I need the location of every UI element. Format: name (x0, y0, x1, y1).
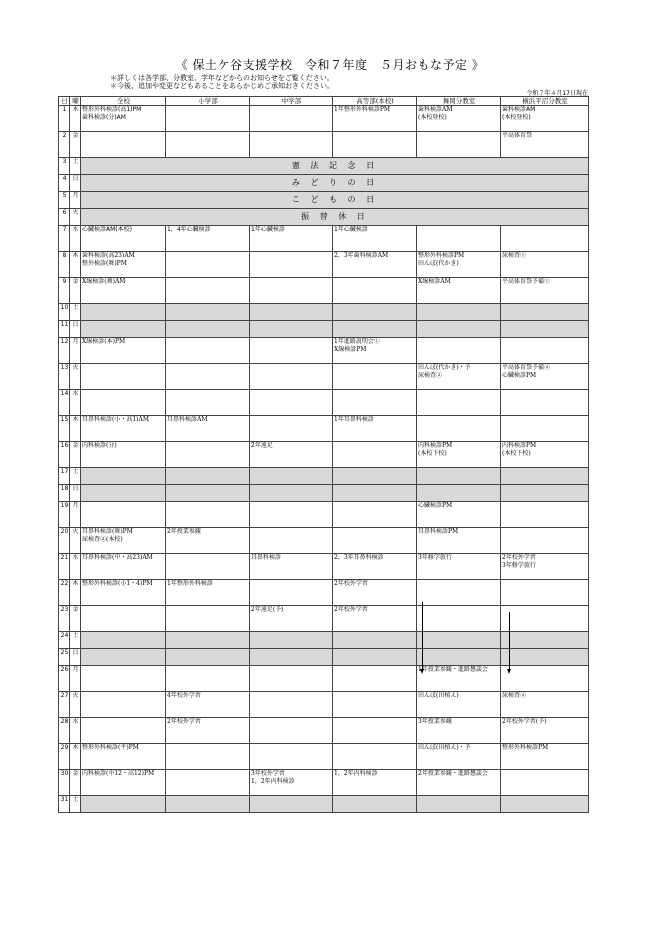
event-cell-maioka (417, 580, 501, 606)
event-cell-elementary: 2年授業参観 (166, 528, 250, 554)
event-cell-all-school: X線検診(本)PM (81, 338, 166, 364)
event-cell-junior-high (250, 304, 333, 321)
schedule-row (59, 209, 589, 226)
event-cell-elementary (166, 770, 250, 796)
day-number: 5 (59, 192, 70, 209)
event-cell-maioka (417, 416, 501, 442)
event-cell-high-school: 2，3年耳鼻科検診 (333, 554, 417, 580)
day-of-week: 土 (70, 632, 81, 649)
day-number: 23 (59, 606, 70, 632)
event-cell-hiranuma (501, 666, 589, 692)
event-cell-elementary (166, 321, 250, 338)
event-cell-junior-high (250, 796, 333, 813)
event-cell-maioka: 3年修学旅行 (417, 554, 501, 580)
event-cell-elementary (166, 502, 250, 528)
event-cell-maioka (417, 606, 501, 632)
event-cell-maioka (417, 485, 501, 502)
schedule-row (59, 528, 589, 554)
event-cell-all-school: 整形外科検診(小1・4)PM (81, 580, 166, 606)
day-number: 4 (59, 175, 70, 192)
event-cell-all-school (81, 304, 166, 321)
schedule-row (59, 416, 589, 442)
event-cell-high-school: 1，2年内科検診 (333, 770, 417, 796)
event-cell-elementary (166, 485, 250, 502)
event-cell-hiranuma (501, 338, 589, 364)
event-cell-junior-high (250, 580, 333, 606)
event-cell-high-school (333, 304, 417, 321)
day-of-week: 木 (70, 106, 81, 132)
event-cell-maioka: X線検診AM (417, 278, 501, 304)
event-cell-maioka (417, 132, 501, 158)
event-cell-all-school (81, 692, 166, 718)
event-cell-elementary (166, 796, 250, 813)
event-cell-all-school: 耳鼻科検診(中・高23)AM (81, 554, 166, 580)
event-cell-high-school (333, 632, 417, 649)
day-number: 24 (59, 632, 70, 649)
day-of-week: 火 (70, 364, 81, 390)
schedule-row (59, 132, 589, 158)
day-number: 16 (59, 442, 70, 468)
event-cell-hiranuma: 尿検査② (501, 692, 589, 718)
day-of-week: 木 (70, 744, 81, 770)
schedule-row (59, 770, 589, 796)
event-cell-hiranuma: 内科検診PM (本校下校) (501, 442, 589, 468)
event-cell-all-school: 内科検診(分) (81, 442, 166, 468)
event-cell-high-school (333, 278, 417, 304)
event-cell-high-school (333, 132, 417, 158)
event-cell-high-school (333, 666, 417, 692)
day-of-week: 木 (70, 580, 81, 606)
schedule-row (59, 442, 589, 468)
day-number: 6 (59, 209, 70, 226)
day-number: 13 (59, 364, 70, 390)
day-of-week: 金 (70, 770, 81, 796)
event-cell-elementary (166, 278, 250, 304)
day-number: 28 (59, 718, 70, 744)
day-number: 2 (59, 132, 70, 158)
day-number: 26 (59, 666, 70, 692)
event-cell-elementary: 4年校外学習 (166, 692, 250, 718)
event-cell-high-school (333, 321, 417, 338)
event-cell-hiranuma: 尿検査① (501, 252, 589, 278)
event-cell-all-school (81, 718, 166, 744)
event-cell-hiranuma (501, 468, 589, 485)
event-cell-high-school (333, 718, 417, 744)
event-cell-all-school: X線検診(舞)AM (81, 278, 166, 304)
event-cell-hiranuma (501, 770, 589, 796)
schedule-row (59, 502, 589, 528)
event-cell-high-school (333, 528, 417, 554)
day-of-week: 金 (70, 442, 81, 468)
day-number: 27 (59, 692, 70, 718)
event-cell-high-school (333, 485, 417, 502)
day-of-week: 火 (70, 209, 81, 226)
event-cell-elementary (166, 554, 250, 580)
schedule-row (59, 692, 589, 718)
day-of-week: 水 (70, 718, 81, 744)
event-cell-maioka: 整形外科検診PM 田んぼ(代かき) (417, 252, 501, 278)
event-cell-high-school (333, 649, 417, 666)
event-cell-junior-high (250, 252, 333, 278)
event-cell-elementary: 1年整形外科検診 (166, 580, 250, 606)
event-cell-hiranuma (501, 528, 589, 554)
event-cell-hiranuma (501, 632, 589, 649)
event-cell-all-school (81, 606, 166, 632)
event-cell-hiranuma (501, 390, 589, 416)
event-cell-elementary (166, 252, 250, 278)
schedule-row (59, 158, 589, 175)
event-cell-high-school: 1年整形外科検診PM (333, 106, 417, 132)
schedule-row (59, 226, 589, 252)
event-cell-hiranuma (501, 580, 589, 606)
event-cell-high-school: 1年進路説明会① X線検診PM (333, 338, 417, 364)
schedule-row (59, 175, 589, 192)
event-cell-junior-high (250, 338, 333, 364)
schedule-row (59, 304, 589, 321)
event-cell-all-school (81, 649, 166, 666)
event-cell-hiranuma (501, 226, 589, 252)
day-number: 18 (59, 485, 70, 502)
event-cell-hiranuma (501, 485, 589, 502)
day-of-week: 月 (70, 502, 81, 528)
event-cell-junior-high (250, 278, 333, 304)
event-cell-high-school (333, 364, 417, 390)
schedule-row (59, 390, 589, 416)
event-cell-hiranuma: 2年校外学習(予) (501, 718, 589, 744)
holiday-label: み ど り の 日 (81, 175, 589, 192)
event-cell-high-school: 2年校外学習 (333, 580, 417, 606)
day-of-week: 月 (70, 192, 81, 209)
event-cell-junior-high (250, 390, 333, 416)
event-cell-junior-high (250, 468, 333, 485)
schedule-row (59, 485, 589, 502)
event-cell-hiranuma: 平高体育祭 (501, 132, 589, 158)
day-of-week: 日 (70, 649, 81, 666)
day-of-week: 木 (70, 252, 81, 278)
event-cell-high-school: 2年校外学習 (333, 606, 417, 632)
schedule-row (59, 252, 589, 278)
day-of-week: 日 (70, 485, 81, 502)
day-of-week: 月 (70, 338, 81, 364)
event-cell-elementary: 2年校外学習 (166, 718, 250, 744)
event-cell-all-school: 整形外科検診(高1)PM 歯科検診(分)AM (81, 106, 166, 132)
day-of-week: 木 (70, 416, 81, 442)
event-cell-hiranuma: 平高体育祭予備① (501, 278, 589, 304)
event-cell-junior-high (250, 692, 333, 718)
event-cell-all-school (81, 632, 166, 649)
event-cell-hiranuma (501, 796, 589, 813)
col-header-junior-high: 中学部 (250, 97, 333, 106)
event-cell-maioka (417, 649, 501, 666)
day-of-week: 月 (70, 666, 81, 692)
event-cell-junior-high (250, 528, 333, 554)
event-cell-hiranuma: 平高体育祭予備② 心臓検診PM (501, 364, 589, 390)
event-cell-all-school (81, 132, 166, 158)
event-cell-elementary (166, 364, 250, 390)
event-cell-all-school: 心臓検診AM(本校) (81, 226, 166, 252)
day-number: 12 (59, 338, 70, 364)
event-cell-all-school (81, 796, 166, 813)
event-cell-hiranuma (501, 304, 589, 321)
event-cell-all-school (81, 502, 166, 528)
event-cell-all-school (81, 468, 166, 485)
day-of-week: 土 (70, 796, 81, 813)
event-cell-elementary (166, 666, 250, 692)
day-number: 11 (59, 321, 70, 338)
schedule-row (59, 338, 589, 364)
day-of-week: 金 (70, 278, 81, 304)
schedule-row (59, 192, 589, 209)
event-cell-hiranuma (501, 321, 589, 338)
day-of-week: 水 (70, 390, 81, 416)
event-cell-junior-high: 1年心臓検診 (250, 226, 333, 252)
event-cell-elementary (166, 649, 250, 666)
col-header-high-school: 高等部(本校) (333, 97, 417, 106)
event-cell-junior-high (250, 632, 333, 649)
event-cell-maioka: 田んぼ(田植え)・予 (417, 744, 501, 770)
col-header-all-school: 全校 (81, 97, 166, 106)
event-cell-maioka: 歯科検診AM (本校登校) (417, 106, 501, 132)
event-cell-junior-high: 2年遠足 (250, 442, 333, 468)
as-of-date: 令和７年４月17日現在 (526, 90, 588, 97)
event-cell-junior-high (250, 106, 333, 132)
day-number: 29 (59, 744, 70, 770)
event-cell-hiranuma (501, 649, 589, 666)
event-cell-high-school: 1年耳鼻科検診 (333, 416, 417, 442)
header-row (59, 97, 589, 106)
event-cell-maioka (417, 304, 501, 321)
event-cell-high-school (333, 468, 417, 485)
event-cell-junior-high (250, 416, 333, 442)
schedule-row (59, 796, 589, 813)
event-cell-elementary (166, 304, 250, 321)
schedule-row (59, 278, 589, 304)
event-cell-maioka (417, 468, 501, 485)
event-cell-hiranuma: 2年校外学習 3年修学旅行 (501, 554, 589, 580)
col-header-hiranuma: 横浜平沼分教室 (501, 97, 589, 106)
event-cell-high-school (333, 442, 417, 468)
day-of-week: 金 (70, 132, 81, 158)
col-header-elementary: 小学部 (166, 97, 250, 106)
holiday-label: こ ど も の 日 (81, 192, 589, 209)
event-cell-elementary: 1，4年心臓検診 (166, 226, 250, 252)
day-number: 3 (59, 158, 70, 175)
day-number: 7 (59, 226, 70, 252)
event-cell-all-school: 内科検診(中12・高12)PM (81, 770, 166, 796)
day-of-week: 土 (70, 468, 81, 485)
day-number: 1 (59, 106, 70, 132)
event-cell-maioka (417, 338, 501, 364)
event-cell-maioka: 2年授業参観・進路懇談会 (417, 770, 501, 796)
event-cell-all-school: 耳鼻科検診(舞)PM 尿検査②(本校) (81, 528, 166, 554)
event-cell-maioka (417, 390, 501, 416)
event-cell-junior-high (250, 502, 333, 528)
day-number: 31 (59, 796, 70, 813)
day-of-week: 日 (70, 321, 81, 338)
event-cell-elementary (166, 468, 250, 485)
schedule-table (58, 96, 589, 813)
schedule-row (59, 744, 589, 770)
schedule-row (59, 554, 589, 580)
day-of-week: 土 (70, 158, 81, 175)
event-cell-all-school (81, 666, 166, 692)
event-cell-maioka: 心臓検診PM (417, 502, 501, 528)
event-cell-junior-high (250, 132, 333, 158)
event-cell-high-school: 1年心臓検診 (333, 226, 417, 252)
event-cell-elementary (166, 106, 250, 132)
day-number: 25 (59, 649, 70, 666)
event-cell-elementary (166, 338, 250, 364)
event-cell-all-school (81, 390, 166, 416)
page-title: 《 保土ケ谷支援学校 令和７年度 ５月おもな予定 》 (175, 58, 485, 72)
event-cell-high-school (333, 796, 417, 813)
note-line-2: ＊今後、追加や変更などもあることをあらかじめご承知おきください。 (110, 82, 334, 90)
day-number: 19 (59, 502, 70, 528)
event-cell-maioka (417, 321, 501, 338)
event-cell-high-school (333, 744, 417, 770)
event-cell-maioka (417, 796, 501, 813)
col-header-day: 日 (59, 97, 70, 106)
event-cell-all-school: 耳鼻科検診(小・高1)AM (81, 416, 166, 442)
event-cell-junior-high (250, 321, 333, 338)
event-cell-all-school (81, 364, 166, 390)
event-cell-junior-high: 2年遠足(予) (250, 606, 333, 632)
day-number: 9 (59, 278, 70, 304)
schedule-row (59, 718, 589, 744)
col-header-dow: 曜 (70, 97, 81, 106)
event-cell-hiranuma: 歯科検診AM (本校登校) (501, 106, 589, 132)
event-cell-elementary: 耳鼻科検診AM (166, 416, 250, 442)
event-cell-hiranuma (501, 606, 589, 632)
event-cell-elementary (166, 390, 250, 416)
event-cell-maioka: 田んぼ(代かき)・予 尿検査② (417, 364, 501, 390)
event-cell-high-school (333, 692, 417, 718)
day-of-week: 火 (70, 692, 81, 718)
event-cell-high-school (333, 390, 417, 416)
event-cell-junior-high: 耳鼻科検診 (250, 554, 333, 580)
event-cell-maioka (417, 226, 501, 252)
schedule-row (59, 580, 589, 606)
event-cell-hiranuma (501, 416, 589, 442)
event-cell-junior-high (250, 364, 333, 390)
event-cell-hiranuma: 整形外科検診PM (501, 744, 589, 770)
day-number: 15 (59, 416, 70, 442)
event-cell-elementary (166, 632, 250, 649)
event-cell-junior-high: 3年校外学習 1，2年内科検診 (250, 770, 333, 796)
event-cell-elementary (166, 606, 250, 632)
event-cell-maioka: 1年授業参観・進路懇談会 (417, 666, 501, 692)
event-cell-maioka: 田んぼ(田植え) (417, 692, 501, 718)
event-cell-junior-high (250, 485, 333, 502)
event-cell-high-school (333, 502, 417, 528)
event-cell-hiranuma (501, 502, 589, 528)
event-cell-elementary (166, 744, 250, 770)
event-cell-maioka: 内科検診PM (本校下校) (417, 442, 501, 468)
schedule-row (59, 364, 589, 390)
day-number: 22 (59, 580, 70, 606)
note-line-1: ＊詳しくは各学部、分教室、学年などからのお知らせをご覧ください。 (110, 74, 334, 82)
event-cell-maioka (417, 632, 501, 649)
trip-arrow-maioka (422, 602, 423, 670)
trip-arrow-hiranuma (509, 612, 510, 670)
day-of-week: 火 (70, 528, 81, 554)
day-of-week: 土 (70, 304, 81, 321)
event-cell-maioka: 耳鼻科検診PM (417, 528, 501, 554)
schedule-row (59, 106, 589, 132)
holiday-label: 振 替 休 日 (81, 209, 589, 226)
col-header-maioka: 舞岡分教室 (417, 97, 501, 106)
day-of-week: 水 (70, 226, 81, 252)
event-cell-elementary (166, 442, 250, 468)
schedule-row (59, 321, 589, 338)
holiday-label: 憲 法 記 念 日 (81, 158, 589, 175)
day-number: 17 (59, 468, 70, 485)
day-number: 10 (59, 304, 70, 321)
event-cell-elementary (166, 132, 250, 158)
schedule-row (59, 468, 589, 485)
day-number: 21 (59, 554, 70, 580)
event-cell-all-school: 整形外科検診(平)PM (81, 744, 166, 770)
event-cell-high-school: 2，3年歯科検診AM (333, 252, 417, 278)
event-cell-junior-high (250, 744, 333, 770)
day-number: 8 (59, 252, 70, 278)
day-number: 20 (59, 528, 70, 554)
event-cell-junior-high (250, 666, 333, 692)
event-cell-all-school: 歯科検診(高23)AM 整外検診(舞)PM (81, 252, 166, 278)
event-cell-junior-high (250, 649, 333, 666)
day-of-week: 日 (70, 175, 81, 192)
day-number: 30 (59, 770, 70, 796)
day-number: 14 (59, 390, 70, 416)
day-of-week: 金 (70, 606, 81, 632)
event-cell-junior-high (250, 718, 333, 744)
event-cell-all-school (81, 321, 166, 338)
event-cell-maioka: 3年授業参観 (417, 718, 501, 744)
event-cell-all-school (81, 485, 166, 502)
day-of-week: 水 (70, 554, 81, 580)
